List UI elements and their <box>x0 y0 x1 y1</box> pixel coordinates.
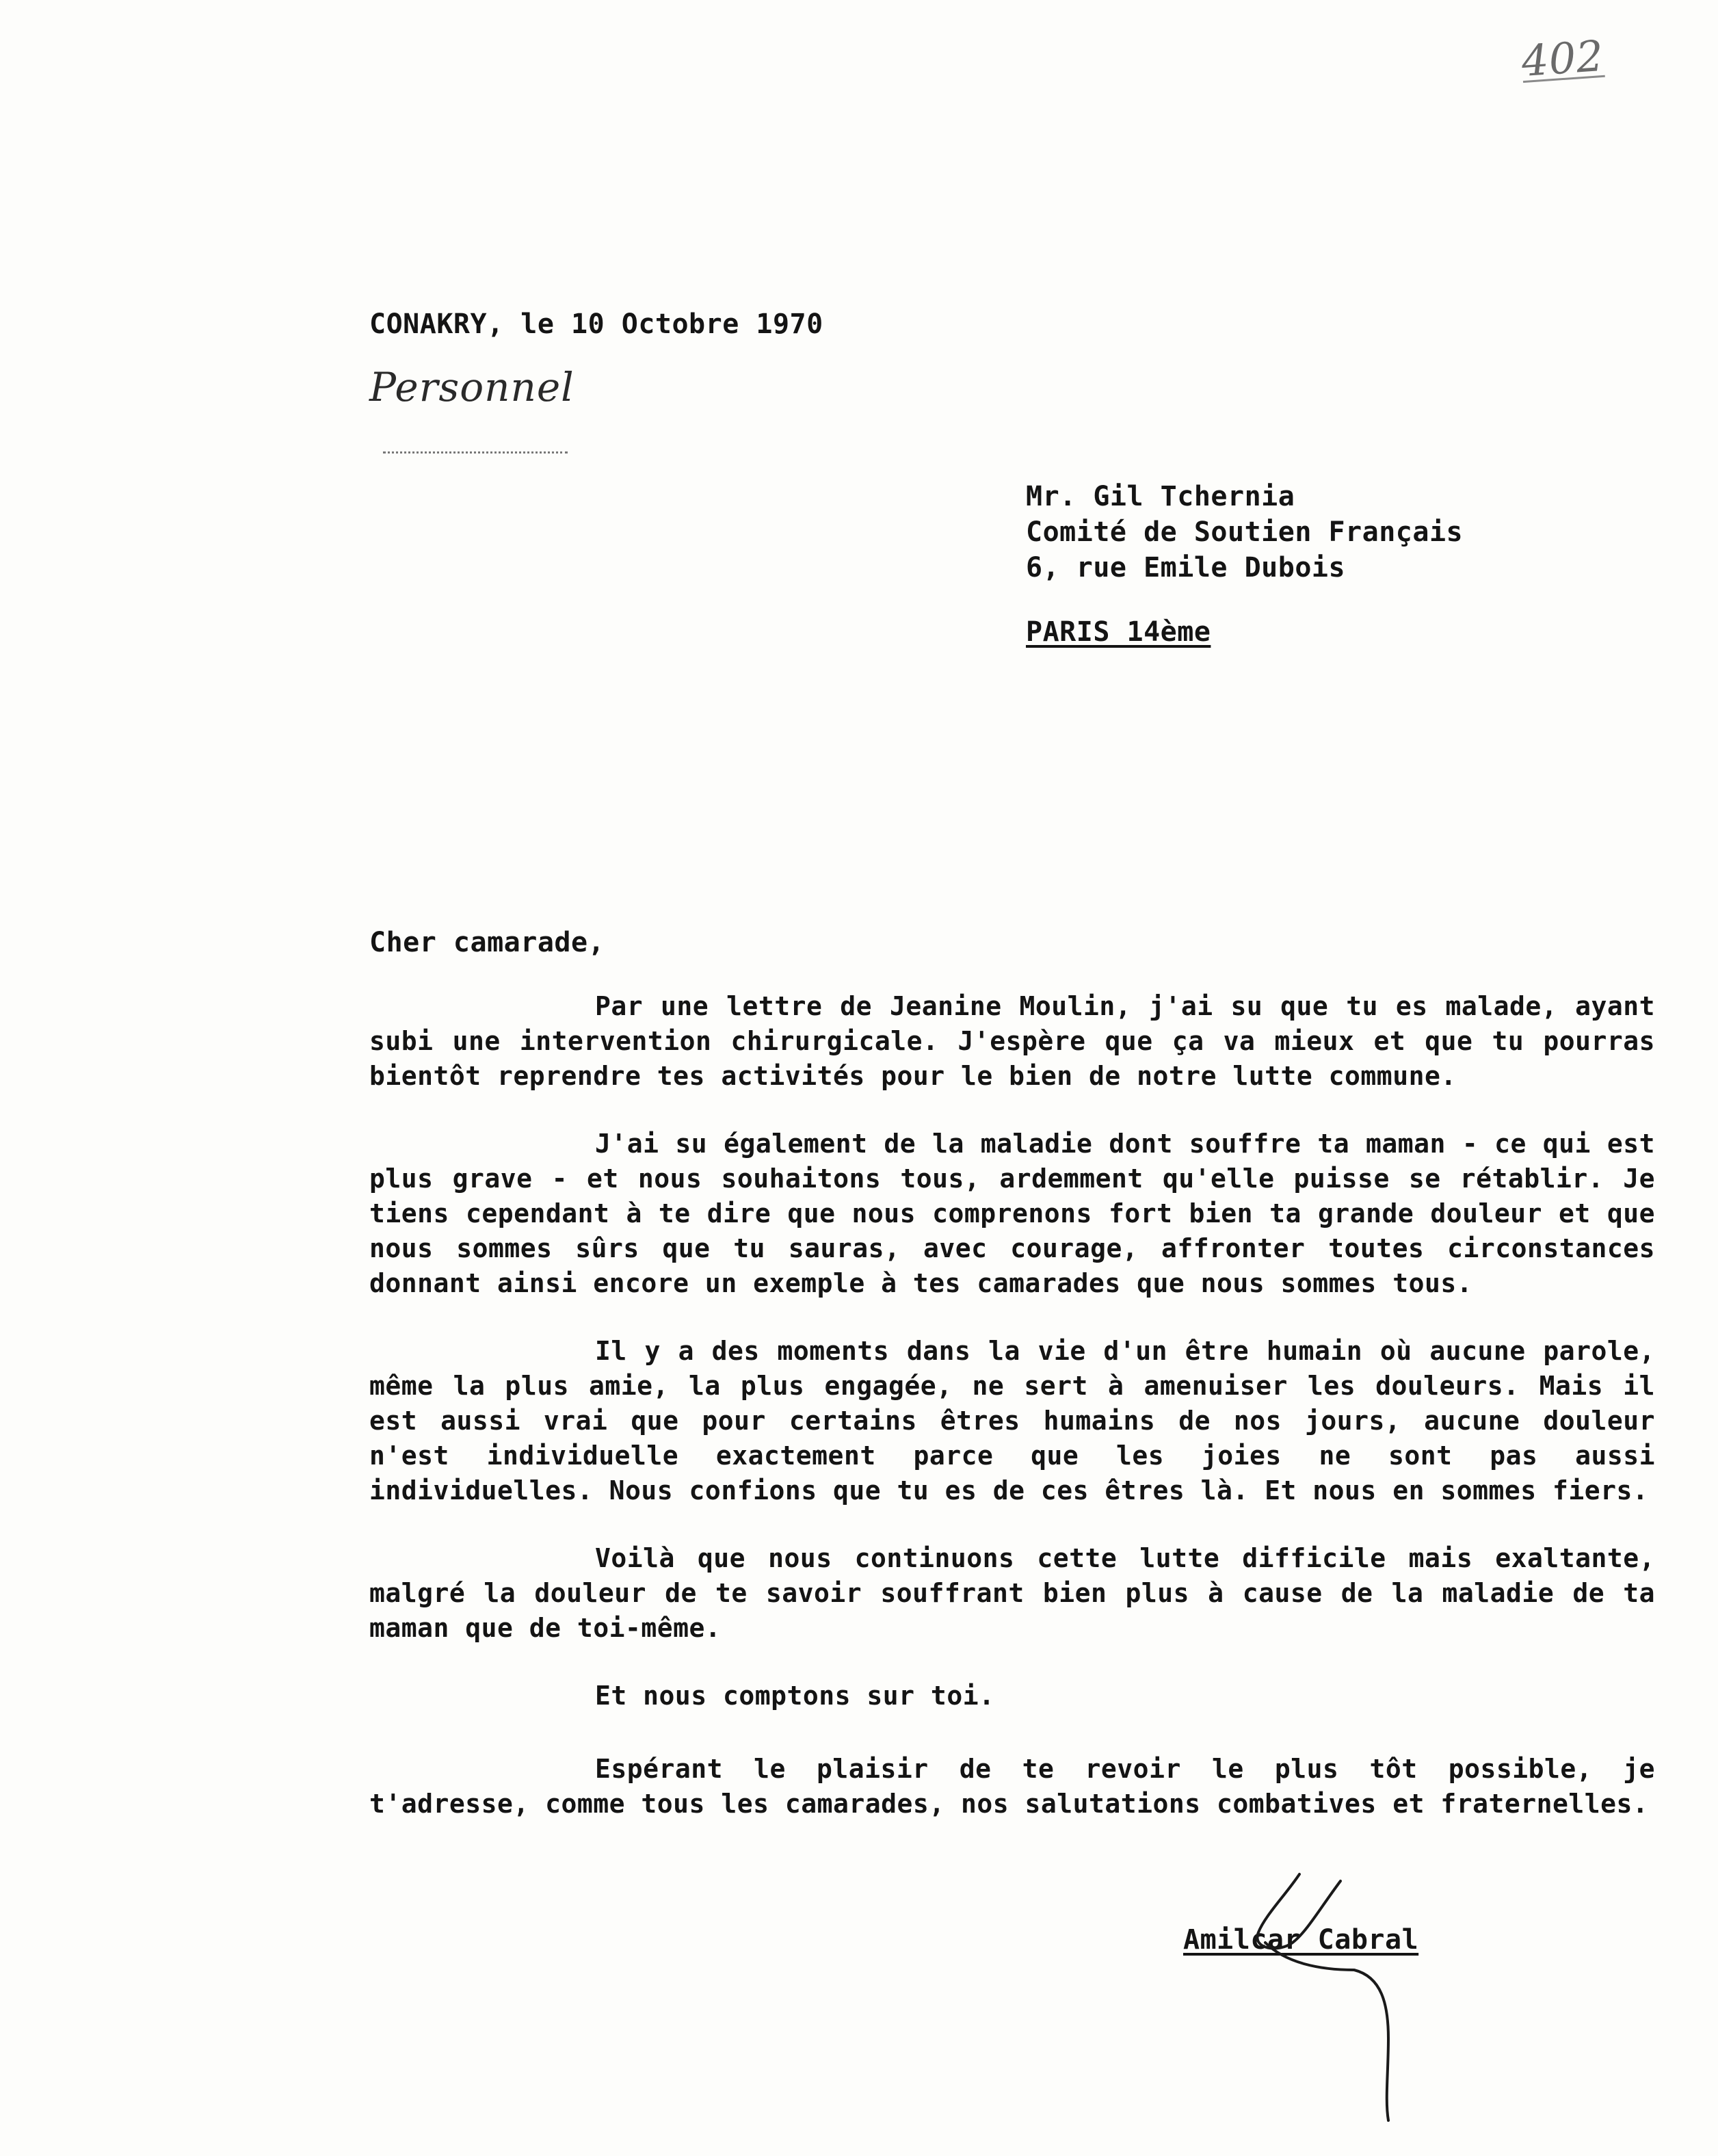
handwritten-signature <box>1183 1867 1470 2127</box>
recipient-street: 6, rue Emile Dubois <box>1026 552 1346 583</box>
place-date: CONAKRY, le 10 Octobre 1970 <box>369 308 823 340</box>
paragraph-5: Et nous comptons sur toi. <box>595 1681 995 1711</box>
paragraph-3: Il y a des moments dans la vie d'un être humain où aucune parole, même la plus amie, la plus engagée, ne sert à amenuiser les douleurs. Mais il est aussi vrai que pour certains êtres humains de nos jours, aucune douleur n'est individuelle exactement parce que les joies ne sont pas aussi individuelles. Nous confions que tu es de ces êtres là. Et nous en sommes fiers. <box>369 1336 1655 1506</box>
recipient-address <box>1026 479 1463 586</box>
letter-body <box>369 989 1655 1854</box>
salutation: Cher camarade, <box>369 927 605 958</box>
paragraph-1: Par une lettre de Jeanine Moulin, j'ai su que tu es malade, ayant subi une intervention chirurgicale. J'espère que ça va mieux et que tu pourras bientôt reprendre tes activités pour le bien de notre lutte commune. <box>369 991 1655 1091</box>
paragraph-2: J'ai su également de la maladie dont souffre ta maman - ce qui est plus grave - et nous souhaitons tous, ardemment qu'elle puisse se rétablir. Je tiens cependant à te dire que nous comprenons fort bien ta grande douleur et que nous sommes sûrs que tu sauras, avec courage, affronter toutes circonstances donnant ainsi encore un exemple à tes camarades que nous sommes tous. <box>369 1129 1655 1298</box>
signature-name: Amilcar Cabral <box>1183 1924 1419 1956</box>
paragraph-6: Espérant le plaisir de te revoir le plus tôt possible, je t'adresse, comme tous les camarades, nos salutations combatives et fraternelles. <box>369 1754 1655 1819</box>
signature-block <box>1183 1867 1470 2127</box>
recipient-name: Mr. Gil Tchernia <box>1026 481 1295 512</box>
personal-note-underline <box>383 451 568 453</box>
recipient-organization: Comité de Soutien Français <box>1026 516 1464 548</box>
personal-note-handwritten: Personnel <box>369 364 574 410</box>
paragraph-4: Voilà que nous continuons cette lutte difficile mais exaltante, malgré la douleur de te savoir souffrant bien plus à cause de la maladie de ta maman que de toi-même. <box>369 1543 1655 1643</box>
archive-number: 402 <box>1520 30 1606 87</box>
recipient-city: PARIS 14ème <box>1026 616 1211 648</box>
